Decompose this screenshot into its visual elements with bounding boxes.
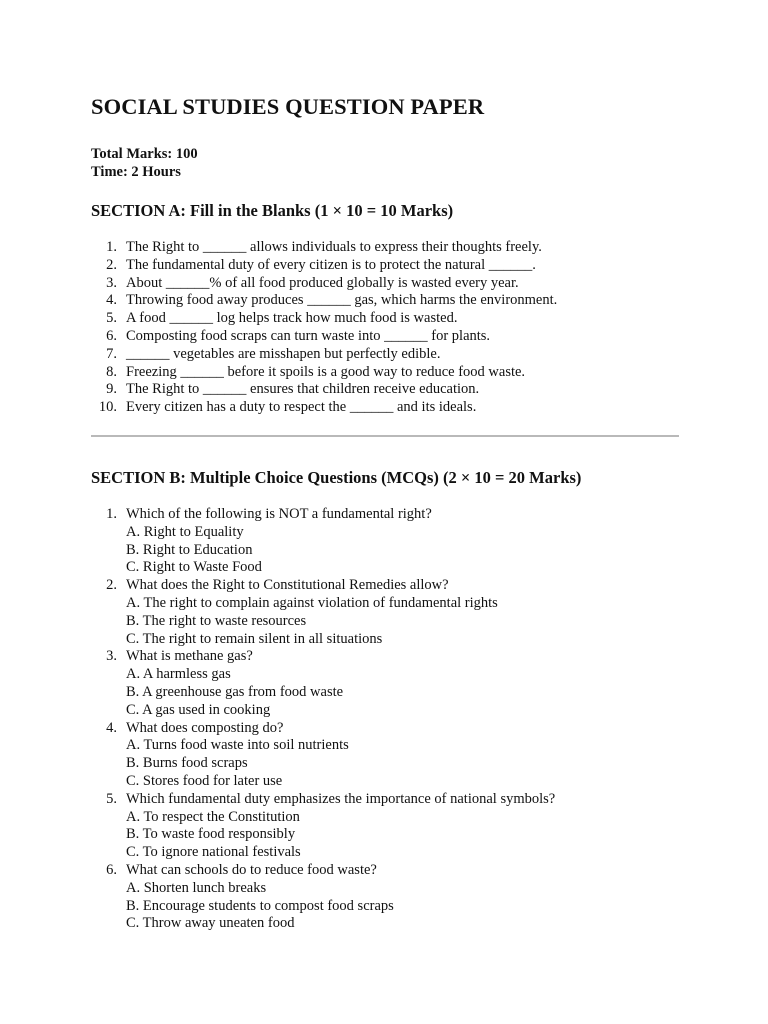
- question-text: The Right to ______ ensures that children receive education.: [126, 381, 480, 398]
- mcq-item: [91, 862, 678, 933]
- mcq-body: [126, 648, 678, 719]
- answer-option: B. Burns food scraps: [126, 755, 248, 772]
- answer-option: B. Encourage students to compost food scraps: [126, 897, 394, 914]
- answer-option: B. A greenhouse gas from food waste: [126, 683, 344, 700]
- section-a-question-list: [91, 239, 678, 417]
- question-text: What does the Right to Constitutional Remedies allow?: [126, 577, 449, 594]
- answer-option: A. Shorten lunch breaks: [126, 879, 267, 896]
- question-text: Freezing ______ before it spoils is a good way to reduce food waste.: [126, 363, 526, 380]
- page-title: SOCIAL STUDIES QUESTION PAPER: [91, 94, 485, 119]
- question-number: 6.: [106, 861, 117, 878]
- mcq-body: [126, 862, 678, 933]
- question-item: [91, 381, 678, 399]
- section-b-heading: SECTION B: Multiple Choice Questions (MCQs) (2 × 10 = 20 Marks): [91, 467, 582, 487]
- question-text: The fundamental duty of every citizen is to protect the natural ______.: [126, 256, 536, 273]
- section-b-question-list: [91, 506, 678, 933]
- question-number: 6.: [106, 327, 117, 344]
- question-text: Which of the following is NOT a fundamental right?: [126, 505, 432, 522]
- question-number: 10.: [98, 399, 117, 416]
- section-a-heading: SECTION A: Fill in the Blanks (1 × 10 = 10 Marks): [91, 201, 454, 220]
- question-text: About ______% of all food produced globally is wasted every year.: [126, 274, 519, 291]
- answer-option: B. Right to Education: [126, 541, 253, 558]
- answer-option: C. To ignore national festivals: [126, 844, 301, 861]
- answer-option: C. Stores food for later use: [126, 772, 283, 789]
- question-number: 2.: [106, 256, 117, 273]
- question-item: [91, 310, 678, 328]
- mcq-body: [126, 720, 678, 791]
- question-number: 9.: [106, 381, 117, 398]
- answer-option: A. Right to Equality: [126, 523, 244, 540]
- mcq-item: [91, 791, 678, 862]
- question-number: 2.: [106, 577, 117, 594]
- question-text: A food ______ log helps track how much food is wasted.: [126, 310, 458, 327]
- question-number: 7.: [106, 345, 117, 362]
- mcq-item: [91, 506, 678, 577]
- question-item: [91, 399, 678, 417]
- mcq-item: [91, 648, 678, 719]
- question-number: 8.: [106, 363, 117, 380]
- section-divider: [91, 435, 679, 437]
- mcq-body: [126, 577, 678, 648]
- question-text: Throwing food away produces ______ gas, which harms the environment.: [126, 292, 558, 309]
- question-text: Which fundamental duty emphasizes the importance of national symbols?: [126, 790, 556, 807]
- question-text: What can schools do to reduce food waste?: [126, 861, 377, 878]
- answer-option: C. Throw away uneaten food: [126, 915, 295, 932]
- question-item: [91, 364, 678, 382]
- question-number: 5.: [106, 310, 117, 327]
- question-text: The Right to ______ allows individuals to express their thoughts freely.: [126, 239, 542, 255]
- answer-option: C. The right to remain silent in all situations: [126, 630, 383, 647]
- question-number: 5.: [106, 790, 117, 807]
- question-number: 3.: [106, 274, 117, 291]
- question-text: ______ vegetables are misshapen but perfectly edible.: [126, 345, 441, 362]
- question-number: 3.: [106, 648, 117, 665]
- paper-meta: [91, 145, 678, 181]
- question-item: [91, 275, 678, 293]
- question-text: What is methane gas?: [126, 648, 253, 665]
- question-item: [91, 292, 678, 310]
- answer-option: A. To respect the Constitution: [126, 808, 300, 825]
- mcq-body: [126, 506, 678, 577]
- question-number: 4.: [106, 292, 117, 309]
- question-text: Every citizen has a duty to respect the ______ and its ideals.: [126, 399, 477, 416]
- answer-option: A. The right to complain against violation of fundamental rights: [126, 594, 498, 611]
- mcq-item: [91, 720, 678, 791]
- question-number: 4.: [106, 719, 117, 736]
- question-text: Composting food scraps can turn waste into ______ for plants.: [126, 327, 491, 344]
- mcq-body: [126, 791, 678, 862]
- answer-option: C. A gas used in cooking: [126, 701, 271, 718]
- answer-option: B. The right to waste resources: [126, 612, 307, 629]
- answer-option: A. A harmless gas: [126, 666, 231, 683]
- answer-option: A. Turns food waste into soil nutrients: [126, 737, 349, 754]
- mcq-item: [91, 577, 678, 648]
- time-allowed: Time: 2 Hours: [91, 164, 181, 180]
- answer-option: C. Right to Waste Food: [126, 559, 262, 576]
- question-item: [91, 257, 678, 275]
- question-item: [91, 328, 678, 346]
- total-marks: Total Marks: 100: [91, 146, 198, 162]
- question-item: [91, 239, 678, 257]
- question-text: What does composting do?: [126, 719, 284, 736]
- question-item: [91, 346, 678, 364]
- question-number: 1.: [106, 239, 117, 255]
- answer-option: B. To waste food responsibly: [126, 826, 296, 843]
- question-number: 1.: [106, 505, 117, 522]
